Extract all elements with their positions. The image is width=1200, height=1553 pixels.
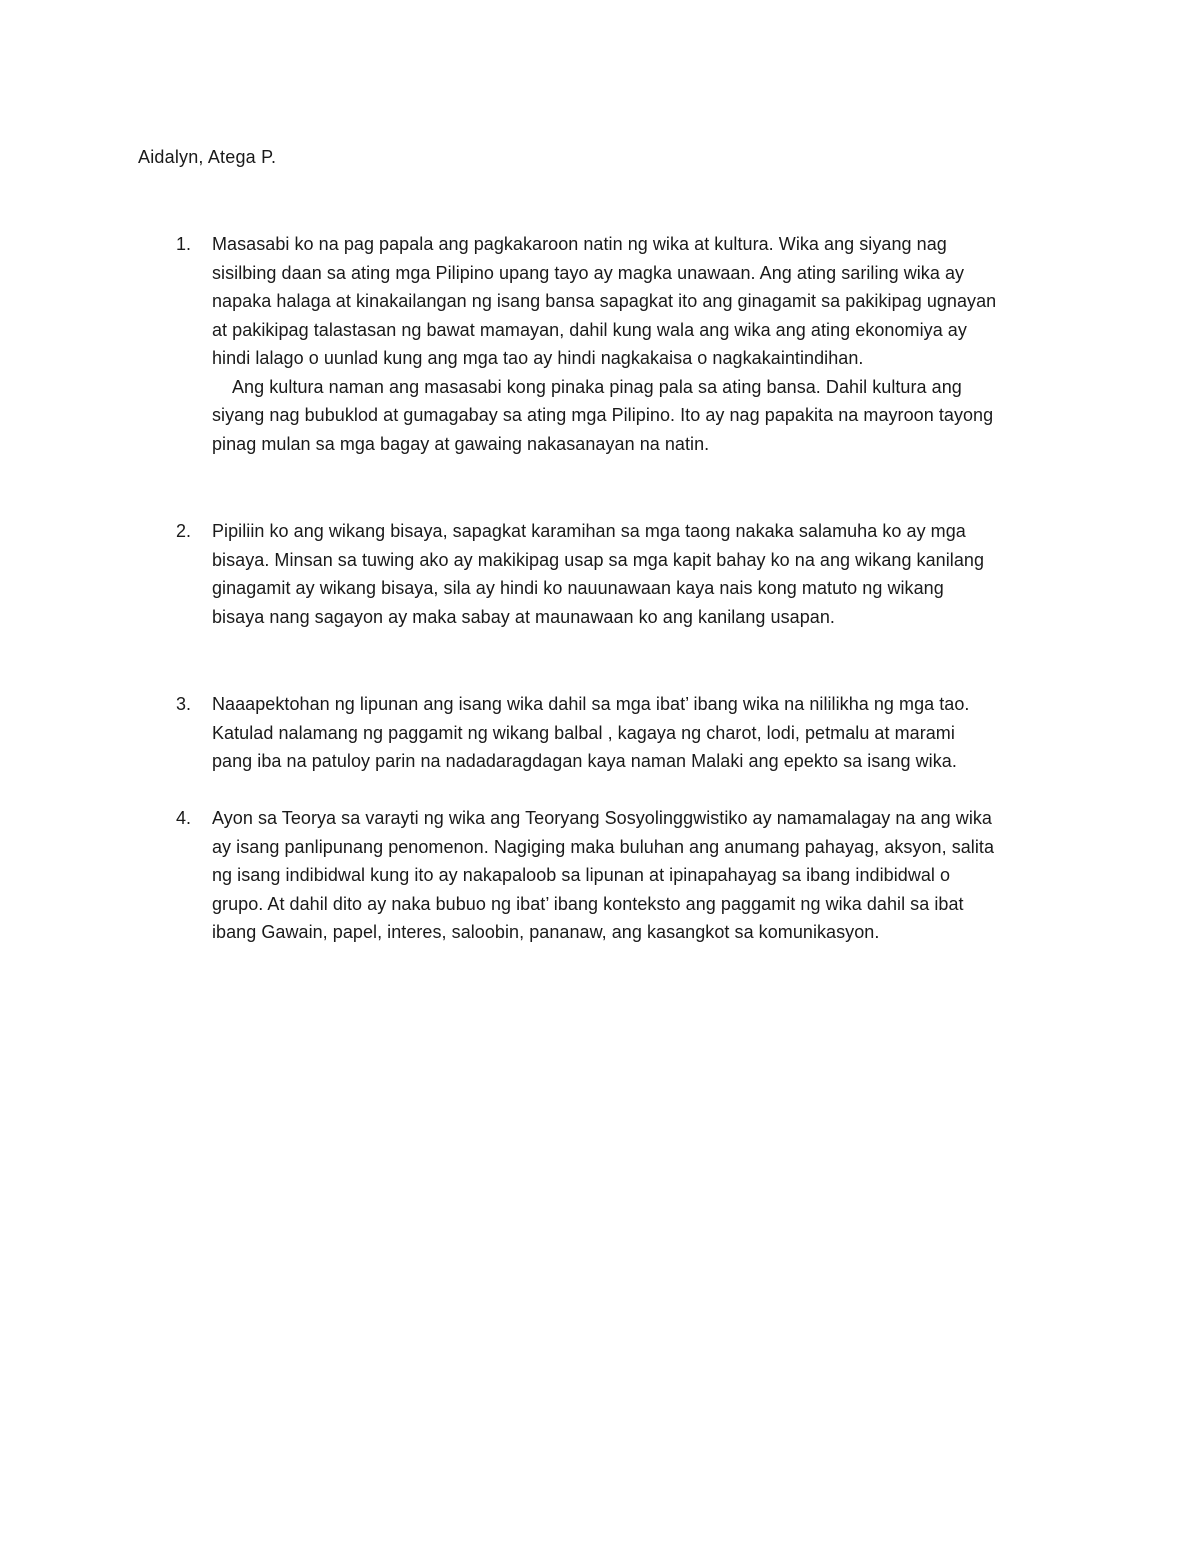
paragraph-line: at pakikipag talastasan ng bawat mamayan, dahil kung wala ang wika ang ating ekonomiya ay — [212, 320, 967, 340]
paragraph-line: pang iba na patuloy parin na nadadaragdagan kaya naman Malaki ang epekto sa isang wika. — [212, 751, 957, 771]
paragraph-line: Naaapektohan ng lipunan ang isang wika dahil sa mga ibat’ ibang wika na nililikha ng mga tao. — [212, 694, 970, 714]
paragraph-line: pinag mulan sa mga bagay at gawaing nakasanayan na natin. — [212, 434, 710, 454]
paragraph-line: ginagamit ay wikang bisaya, sila ay hindi ko nauunawaan kaya nais kong matuto ng wikang — [212, 578, 944, 598]
list-number: 2. — [176, 521, 192, 541]
paragraph-line: bisaya. Minsan sa tuwing ako ay makikipag usap sa mga kapit bahay ko na ang wikang kanilang — [212, 550, 985, 570]
paragraph-line: napaka halaga at kinakailangan ng isang bansa sapagkat ito ang ginagamit sa pakikipag ugnayan — [212, 291, 997, 311]
paragraph-line: ay isang panlipunang penomenon. Nagiging maka buluhan ang anumang pahayag, aksyon, salita — [212, 837, 995, 857]
paragraph-line: sisilbing daan sa ating mga Pilipino upang tayo ay magka unawaan. Ang ating sariling wika ay — [212, 263, 965, 283]
paragraph-line: siyang nag bubuklod at gumagabay sa ating mga Pilipino. Ito ay nag papakita na mayroon tayong — [212, 405, 994, 425]
paragraph-line: Masasabi ko na pag papala ang pagkakaroon natin ng wika at kultura. Wika ang siyang nag — [212, 234, 947, 254]
paragraph-line: Pipiliin ko ang wikang bisaya, sapagkat karamihan sa mga taong nakaka salamuha ko ay mga — [212, 521, 966, 541]
list-number: 4. — [176, 808, 192, 828]
list-number: 3. — [176, 694, 192, 714]
paragraph-line: ng isang indibidwal kung ito ay nakapaloob sa lipunan at ipinapahayag sa ibang indibidwal o — [212, 865, 951, 885]
paragraph-line: hindi lalago o uunlad kung ang mga tao ay hindi nagkakaisa o nagkakaintindihan. — [212, 348, 864, 368]
author-name: Aidalyn, Atega P. — [138, 147, 277, 167]
paragraph-line: Ayon sa Teorya sa varayti ng wika ang Teoryang Sosyolinggwistiko ay namamalagay na ang wika — [212, 808, 992, 828]
paragraph-line: Katulad nalamang ng paggamit ng wikang balbal , kagaya ng charot, lodi, petmalu at marami — [212, 723, 955, 743]
paragraph-line: bisaya nang sagayon ay maka sabay at maunawaan ko ang kanilang usapan. — [212, 607, 835, 627]
list-number: 1. — [176, 234, 192, 254]
paragraph-line: Ang kultura naman ang masasabi kong pinaka pinag pala sa ating bansa. Dahil kultura ang — [232, 377, 962, 397]
paragraph-line: ibang Gawain, papel, interes, saloobin, pananaw, ang kasangkot sa komunikasyon. — [212, 922, 880, 942]
paragraph-line: grupo. At dahil dito ay naka bubuo ng ibat’ ibang konteksto ang paggamit ng wika dahil sa ibat — [212, 894, 964, 914]
